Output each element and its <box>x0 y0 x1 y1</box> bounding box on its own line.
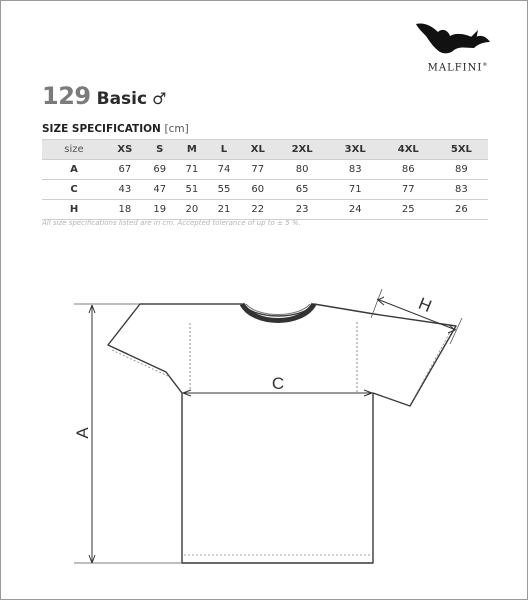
table-cell: 65 <box>276 180 329 200</box>
sleeve-hem-left <box>112 350 170 377</box>
column-header: S <box>144 140 176 160</box>
table-cell: 47 <box>144 180 176 200</box>
column-header: 3XL <box>329 140 382 160</box>
column-header: size <box>42 140 106 160</box>
table-cell: 83 <box>329 160 382 180</box>
table-cell: 43 <box>106 180 144 200</box>
table-cell: 86 <box>382 160 435 180</box>
dimension-label-h: H <box>415 293 435 317</box>
brand-wordmark: MALFINI® <box>427 62 489 74</box>
table-cell: 22 <box>240 200 276 220</box>
row-label: C <box>42 180 106 200</box>
table-cell: 71 <box>329 180 382 200</box>
dimension-label-a: A <box>73 427 92 439</box>
table-cell: 69 <box>144 160 176 180</box>
product-number: 129 <box>42 82 91 110</box>
table-cell: 55 <box>208 180 240 200</box>
table-cell: 25 <box>382 200 435 220</box>
table-cell: 80 <box>276 160 329 180</box>
dimension-label-c: C <box>271 374 285 393</box>
table-cell: 83 <box>435 180 488 200</box>
table-cell: 19 <box>144 200 176 220</box>
tshirt-outline <box>108 304 456 563</box>
table-cell: 74 <box>208 160 240 180</box>
table-cell: 24 <box>329 200 382 220</box>
dimension-tick-h-left <box>371 289 382 318</box>
product-name: Basic <box>96 89 148 109</box>
row-label: A <box>42 160 106 180</box>
column-header: 5XL <box>435 140 488 160</box>
table-cell: 89 <box>435 160 488 180</box>
table-cell: 20 <box>176 200 208 220</box>
row-label: H <box>42 200 106 220</box>
table-cell: 60 <box>240 180 276 200</box>
table-cell: 77 <box>240 160 276 180</box>
male-symbol-icon: ♂ <box>152 89 167 108</box>
table-cell: 26 <box>435 200 488 220</box>
table-cell: 67 <box>106 160 144 180</box>
table-cell: 51 <box>176 180 208 200</box>
table-cell: 77 <box>382 180 435 200</box>
tolerance-note: All size specifications listed are in cm. Accepted tolerance of up to ± 5 %. <box>42 219 301 227</box>
column-header: 2XL <box>276 140 329 160</box>
table-cell: 18 <box>106 200 144 220</box>
table-cell: 71 <box>176 160 208 180</box>
column-header: 4XL <box>382 140 435 160</box>
dimension-line-h <box>377 299 456 330</box>
column-header: XL <box>240 140 276 160</box>
column-header: M <box>176 140 208 160</box>
table-cell: 23 <box>276 200 329 220</box>
collar <box>242 304 314 321</box>
table-cell: 21 <box>208 200 240 220</box>
column-header: XS <box>106 140 144 160</box>
column-header: L <box>208 140 240 160</box>
section-heading: SIZE SPECIFICATION [cm] <box>42 123 189 135</box>
sleeve-hem-right <box>414 332 450 398</box>
